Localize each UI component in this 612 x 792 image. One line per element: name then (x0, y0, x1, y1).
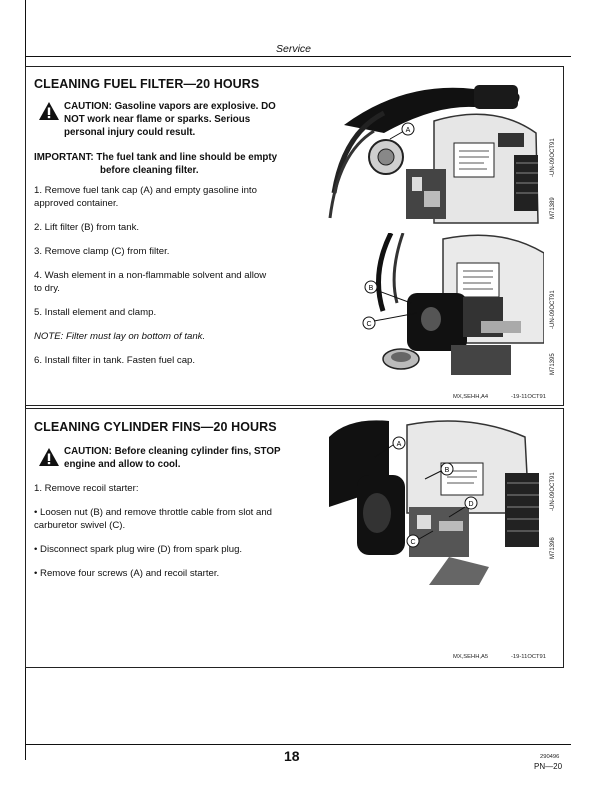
callout-c-label: C (410, 539, 416, 546)
bullet-disconnect-spark: • Disconnect spark plug wire (D) from spark plug. (34, 544, 243, 555)
section-title: CLEANING CYLINDER FINS—20 HOURS (34, 420, 277, 434)
caution-warning-icon (38, 447, 60, 467)
engine-photo-fuel-filter (351, 233, 544, 383)
step-5: 5. Install element and clamp. (34, 307, 157, 318)
section-ref-date: -19-11OCT91 (511, 654, 547, 660)
callout-c-label: C (366, 321, 372, 328)
section-title: CLEANING FUEL FILTER—20 HOURS (34, 77, 260, 91)
step-3: 3. Remove clamp (C) from filter. (34, 246, 170, 257)
engine-photo-cylinder (329, 417, 544, 587)
footer-rule (25, 744, 571, 745)
callout-d-label: D (468, 501, 474, 508)
page-header-title: Service (276, 43, 312, 55)
section-ref-date: -19-11OCT91 (511, 394, 547, 400)
step-6: 6. Install filter in tank. Fasten fuel cap. (34, 355, 196, 366)
photo3-date-code: -UN-09OCT91 (550, 472, 556, 511)
step-2: 2. Lift filter (B) from tank. (34, 222, 140, 233)
bullet-loosen-nut: • Loosen nut (B) and remove throttle cable from slot and carburetor swivel (C). (34, 507, 272, 531)
engine-photo-fuel-cap (324, 73, 544, 229)
caution-text: CAUTION: Before cleaning cylinder fins, STOP engine and allow to cool. (64, 446, 281, 470)
step-1: 1. Remove recoil starter: (34, 483, 139, 494)
section-ref-id: MX,SEHH,A4 (453, 394, 489, 400)
header-rule (25, 56, 571, 57)
photo2-image-id: M71395 (550, 353, 556, 375)
page-code: PN—20 (534, 762, 563, 771)
callout-b-label: B (368, 285, 374, 292)
callout-b-label: B (444, 467, 450, 474)
photo1-date-code: -UN-09OCT91 (550, 138, 556, 177)
section-ref-id: MX,SEHH,A5 (453, 654, 489, 660)
callout-a-label: A (396, 441, 402, 448)
photo2-date-code: -UN-09OCT91 (550, 290, 556, 329)
bullet-remove-screws: • Remove four screws (A) and recoil starter. (34, 568, 220, 579)
cylinder-fins-section (25, 408, 564, 668)
photo1-image-id: M71389 (550, 197, 556, 219)
photo3-image-id: M71396 (550, 537, 556, 559)
caution-text: CAUTION: Gasoline vapors are explosive. DO NOT work near flame or sparks. Serious personal injury could result. (64, 101, 276, 138)
important-note: IMPORTANT: The fuel tank and line should be empty before cleaning filter. (34, 152, 278, 176)
step-4: 4. Wash element in a non-flammable solvent and allow to dry. (34, 270, 267, 294)
doc-code: 290496 (540, 754, 560, 760)
step-1: 1. Remove fuel tank cap (A) and empty gasoline into approved container. (34, 185, 257, 209)
note-text: NOTE: Filter must lay on bottom of tank. (34, 331, 206, 342)
callout-a-label: A (405, 127, 411, 134)
page-number: 18 (284, 748, 300, 764)
caution-warning-icon (38, 101, 60, 121)
fuel-filter-section (25, 66, 564, 406)
